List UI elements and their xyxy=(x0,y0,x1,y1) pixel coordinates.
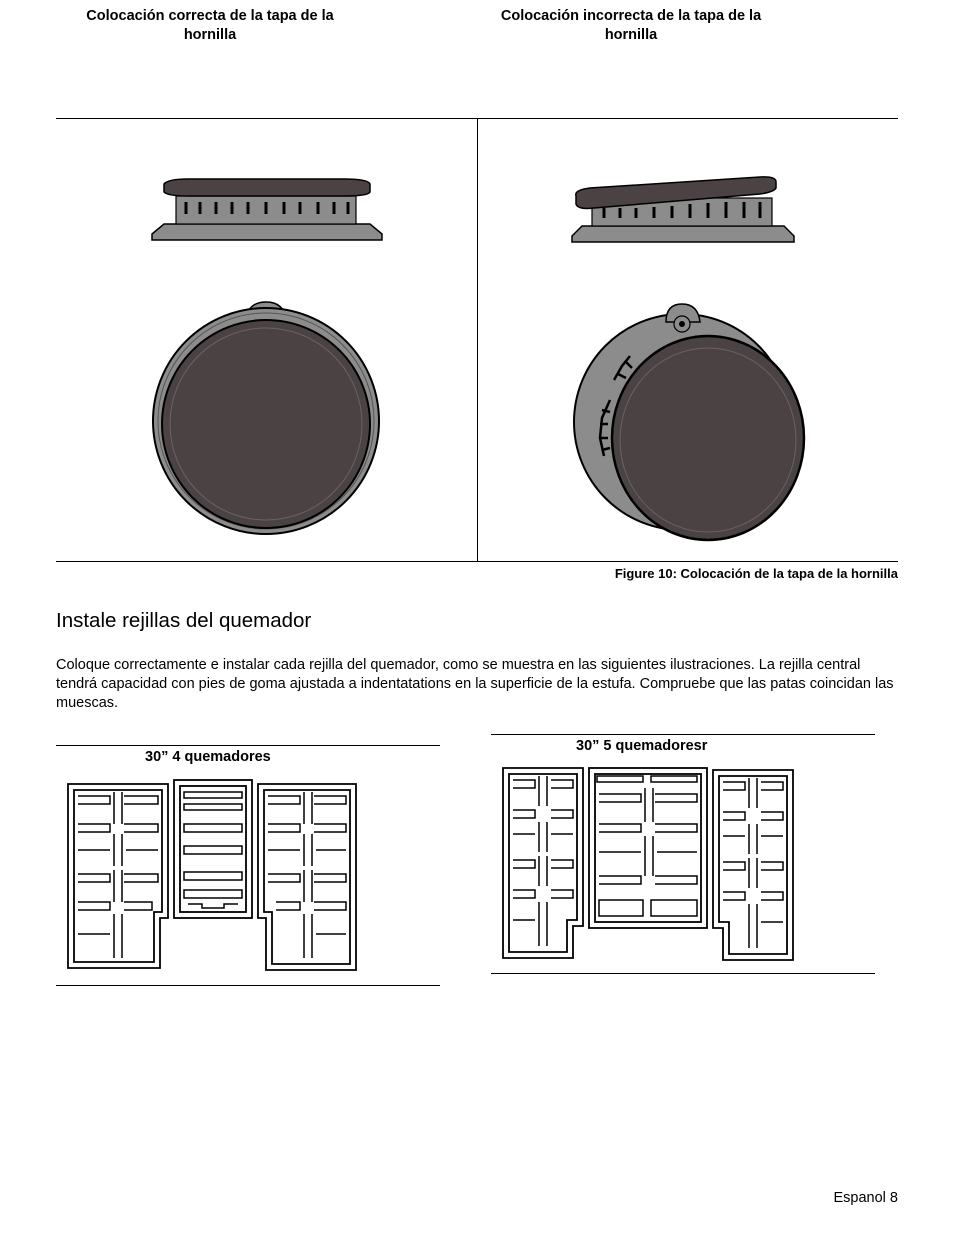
five-burner-grate-illustration xyxy=(501,766,797,962)
five-burner-top-rule xyxy=(491,734,875,735)
page-number: Espanol 8 xyxy=(833,1190,898,1206)
figure-divider xyxy=(477,119,478,561)
correct-cap-side-illustration xyxy=(148,176,388,244)
five-burner-title: 30” 5 quemadoresr xyxy=(576,738,708,754)
figure-caption: Figure 10: Colocación de la tapa de la hornilla xyxy=(614,566,898,581)
body-paragraph: Coloque correctamente e instalar cada rejilla del quemador, como se muestra en las siguientes ilustraciones. La rejilla central tendrá capacidad con pies de goma ajustada a indentatations en la superficie de la estufa. Compruebe que las patas coincidan las muescas. xyxy=(56,657,894,711)
correct-cap-top-illustration xyxy=(150,298,386,534)
correct-placement-title: Colocación correcta de la tapa de la hornilla xyxy=(86,8,334,43)
incorrect-cap-side-illustration xyxy=(570,174,800,246)
four-burner-title: 30” 4 quemadores xyxy=(145,749,271,765)
section-heading: Instale rejillas del quemador xyxy=(56,609,312,632)
five-burner-bottom-rule xyxy=(491,973,875,974)
incorrect-cap-top-illustration xyxy=(570,300,810,542)
four-burner-grate-illustration xyxy=(66,778,360,974)
four-burner-bottom-rule xyxy=(56,985,440,986)
incorrect-placement-title: Colocación incorrecta de la tapa de la hornilla xyxy=(500,8,762,43)
four-burner-top-rule xyxy=(56,745,440,746)
